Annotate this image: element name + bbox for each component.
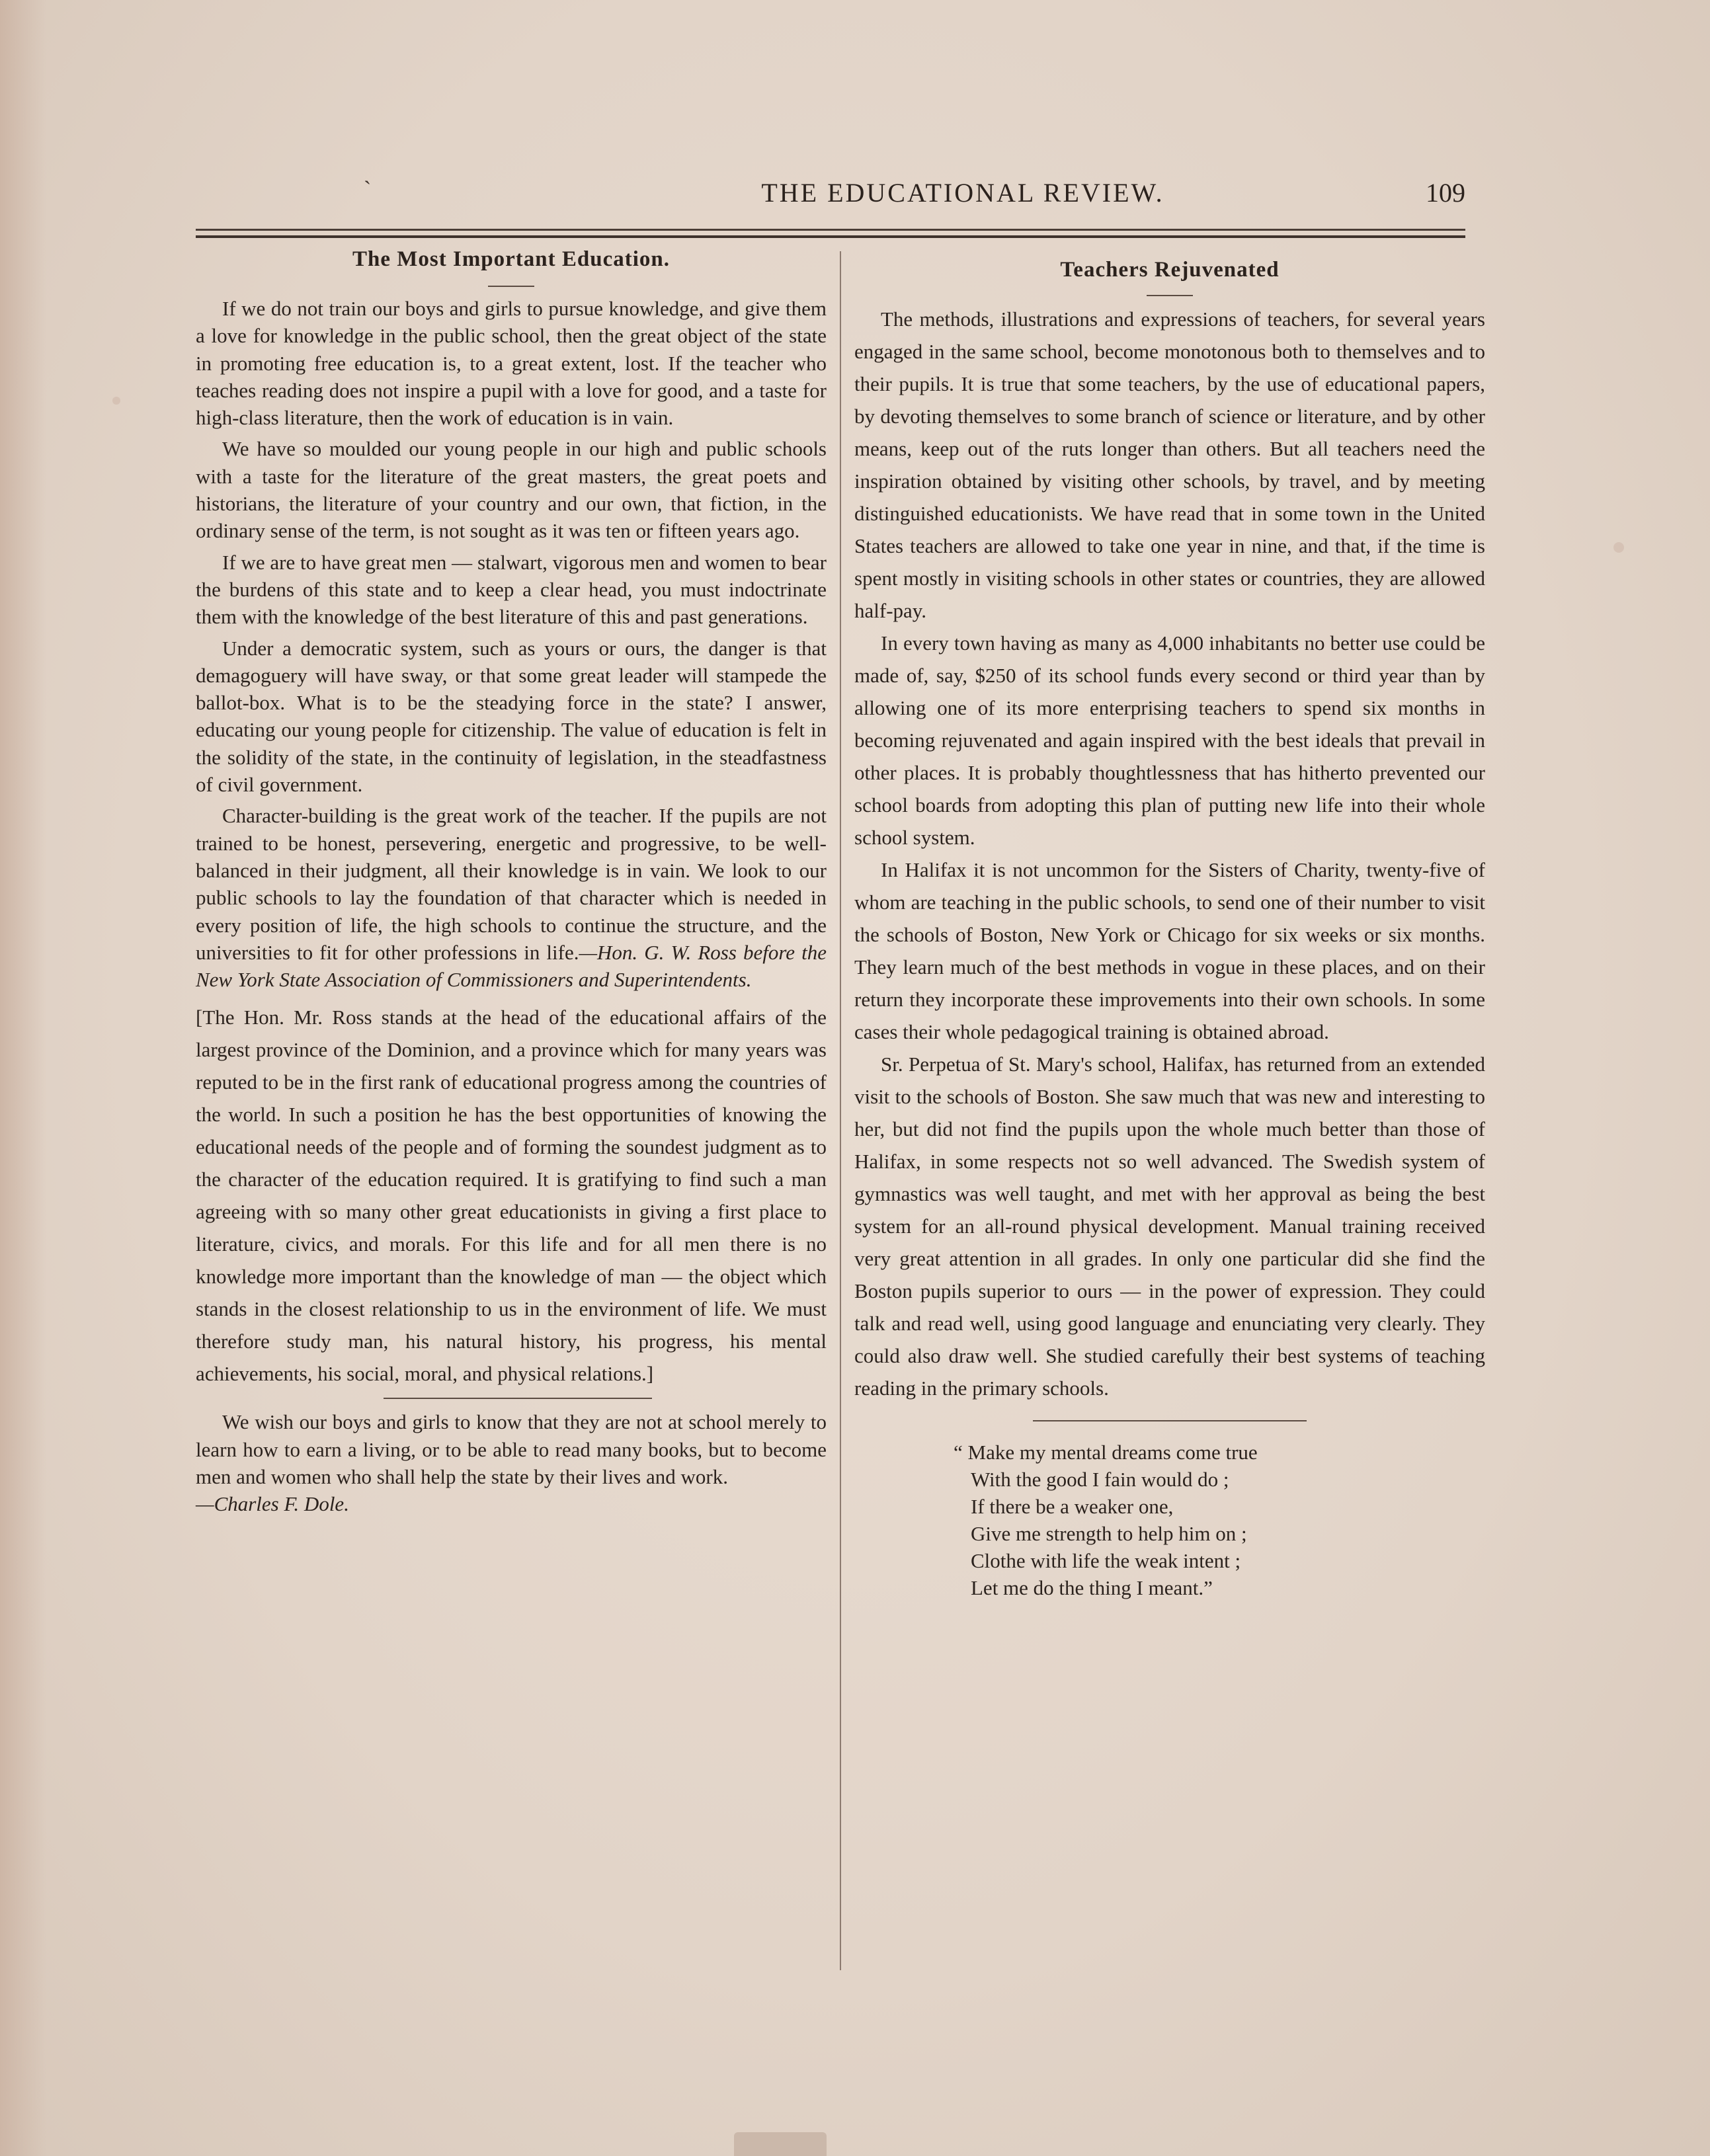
article-title: The Most Important Education. bbox=[352, 247, 671, 271]
quote-attribution: —Charles F. Dole. bbox=[196, 1492, 349, 1516]
journal-title: THE EDUCATIONAL REVIEW. bbox=[761, 178, 1164, 208]
paragraph: We have so moulded our young people in our high and public schools with a taste for the literature of the great masters, the great poets and historians, the literature of your country and our own, that fiction, in the ordinary sense of the term, is not sought as it was ten or fifteen years ago. bbox=[196, 437, 827, 543]
section-separator bbox=[384, 1398, 652, 1399]
right-column bbox=[854, 251, 1485, 1601]
poem-line: Give me strength to help him on ; bbox=[971, 1522, 1247, 1545]
poem-line: “ Make my mental dreams come true bbox=[954, 1441, 1258, 1464]
poem-line: Clothe with life the weak intent ; bbox=[971, 1549, 1241, 1572]
poem-line: Let me do the thing I meant.” bbox=[971, 1576, 1213, 1599]
header-rule-thick bbox=[196, 235, 1465, 238]
page-edge-shadow bbox=[0, 0, 46, 2156]
paragraph: The methods, illustrations and expressions of teachers, for several years engaged in the same school, become monotonous both to themselves and to their pupils. It is true that some teachers, by the use of educational papers, by devoting themselves to some branch of science or literature, and by other means, keep out of the ruts longer than others. But all teachers need the inspiration obtained by visiting other schools, by travel, and by meeting distinguished educationists. We have read that in some town in the United States teachers are allowed to take one year in nine, and that, if the time is spent mostly in visiting schools in other states or countries, they are allowed half-pay. bbox=[854, 307, 1485, 622]
title-rule bbox=[488, 286, 534, 287]
quote-paragraph bbox=[196, 1408, 827, 1517]
poem-line: With the good I fain would do ; bbox=[971, 1468, 1229, 1491]
paragraph: In every town having as many as 4,000 inhabitants no better use could be made of, say, $250 of its school funds every second or third year than by allowing one of its more enterprising teachers to spend six months in becoming rejuvenated and again inspired with the best ideals that prevail in other places. It is probably thoughtlessness that has hitherto prevented our school boards from adopting this plan of putting new life into their whole school system. bbox=[854, 631, 1485, 849]
paragraph: Sr. Perpetua of St. Mary's school, Halifax, has returned from an extended visit to the schools of Boston. She saw much that was new and interesting to her, but did not find the pupils upon the whole much better than those of Halifax, in some respects not so well advanced. The Swedish system of gymnastics was well taught, and met with her approval as being the best system for an all-round physical development. Manual training received very great attention in all grades. In only one particular did she find the Boston pupils superior to ours — in the power of expression. They could talk and read well, using good language and enunciating very clearly. They could also draw well. She studied carefully their best systems of teaching reading in the primary schools. bbox=[854, 1053, 1485, 1400]
binding-clip bbox=[734, 2132, 827, 2156]
paper-spot bbox=[112, 397, 120, 405]
article-title: Teachers Rejuvenated bbox=[1060, 258, 1280, 282]
attribution: —Hon. G. W. Ross before the New York State Association of Commissioners and Superintendents. bbox=[196, 940, 827, 992]
header-mark: ` bbox=[364, 177, 372, 202]
section-separator bbox=[1033, 1420, 1307, 1421]
paragraph: If we are to have great men — stalwart, vigorous men and women to bear the burdens of this state and to keep a clear head, you must indoctrinate them with the knowledge of the best literature of this and past generations. bbox=[196, 550, 827, 629]
paragraph-text: Character-building is the great work of the teacher. If the pupils are not trained to be honest, persevering, energetic and progressive, to be well-balanced in their judgment, all their knowledge is in vain. We look to our public schools to lay the foundation of that character which is needed in every position of life, the high schools to continue the structure, and the universities to fit for other professions in life. bbox=[196, 804, 827, 964]
header-rule-thin bbox=[196, 229, 1465, 231]
column-divider bbox=[840, 251, 841, 1970]
paragraph: In Halifax it is not uncommon for the Sisters of Charity, twenty-five of whom are teaching in the public schools, to send one of their number to visit the schools of Boston, New York or Chicago for six weeks or six months. They learn much of the best methods in vogue in these places, and on their return they incorporate these improvements into their own schools. In some cases their whole pedagogical training is obtained abroad. bbox=[854, 858, 1485, 1043]
paragraph: Under a democratic system, such as yours or ours, the danger is that demagoguery will have sway, or that some great leader will stampede the ballot-box. What is to be the steadying force in the state? I answer, educating our young people for citizenship. The value of education is felt in the solidity of the state, in the continuity of legislation, in the steadfastness of civil government. bbox=[196, 636, 827, 797]
paragraph bbox=[196, 802, 827, 993]
quote-text: We wish our boys and girls to know that they are not at school merely to learn how to earn a living, or to be able to read many books, but to become men and women who shall help the state by their lives and work. bbox=[196, 1410, 827, 1489]
page-number: 109 bbox=[1426, 178, 1465, 208]
paper-spot bbox=[1613, 542, 1624, 553]
running-header bbox=[196, 177, 1465, 217]
left-column bbox=[196, 246, 827, 1518]
title-rule bbox=[1147, 295, 1193, 296]
editorial-note: [The Hon. Mr. Ross stands at the head of the educational affairs of the largest province of the Dominion, and a province which for many years was reputed to be in the first rank of educational progress among the countries of the world. In such a position he has the best opportunities of knowing the educational needs of the people and of forming the soundest judgment as to the character of the education required. It is gratifying to find such a man agreeing with so many other great educationists in giving a first place to literature, civics, and morals. For this life and for all men there is no knowledge more important than the knowledge of man — the object which stands in the closest relationship to us in the environment of life. We must therefore study man, his natural history, his progress, his mental achievements, his social, moral, and physical relations.] bbox=[196, 1006, 827, 1386]
paragraph: If we do not train our boys and girls to pursue knowledge, and give them a love for knowledge in the public school, then the great object of the state in promoting free education is, to a great extent, lost. If the teacher who teaches reading does not inspire a pupil with a love for good, and a taste for high-class literature, then the work of education is in vain. bbox=[196, 297, 827, 430]
poem bbox=[954, 1439, 1485, 1601]
poem-line: If there be a weaker one, bbox=[971, 1495, 1174, 1518]
